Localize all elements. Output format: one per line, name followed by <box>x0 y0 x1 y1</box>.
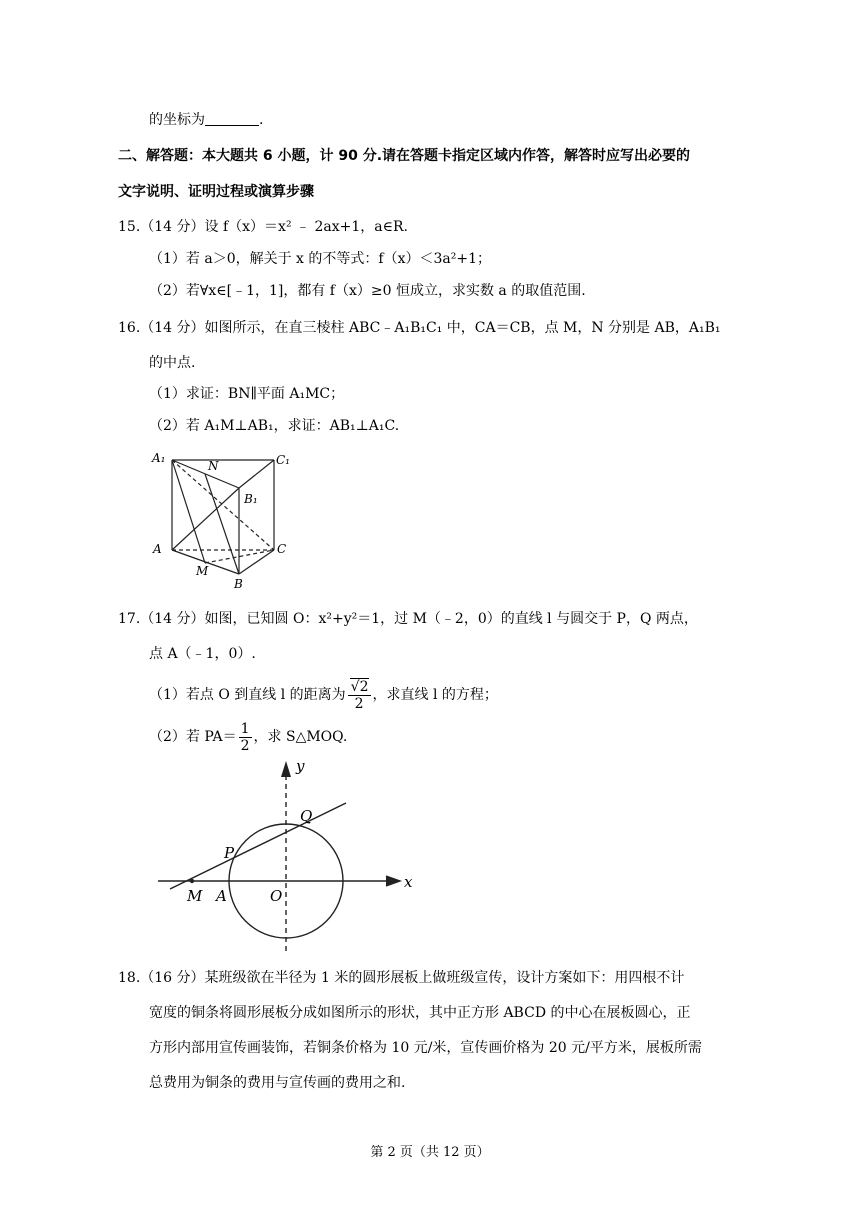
sqrt2-over-2 <box>348 679 371 712</box>
label-Q: Q <box>300 807 313 825</box>
q18-line4: 总费用为铜条的费用与宣传画的费用之和. <box>149 1075 406 1091</box>
answer-blank <box>205 111 259 126</box>
label-C: C <box>277 542 287 556</box>
label-M: M <box>196 564 209 578</box>
label-B: B <box>234 577 243 591</box>
frac-num: 1 <box>240 720 250 737</box>
label-C1: C₁ <box>276 453 290 467</box>
top-line-text: 的坐标为 <box>149 112 205 128</box>
label-B1: B₁ <box>244 492 258 506</box>
label-O: O <box>270 887 283 905</box>
label-M: M <box>187 887 203 905</box>
q15-header: 15.（14 分）设 f（x）＝x² ﹣ 2ax+1，a∈R. <box>118 219 408 235</box>
top-line-tail: . <box>259 112 264 128</box>
q17-part1-post: ，求直线 l 的方程； <box>372 687 498 703</box>
q17-line2: 点 A（﹣1，0）. <box>149 646 256 662</box>
label-A: A <box>216 887 227 905</box>
q16-line2: 的中点. <box>149 355 196 371</box>
circle-figure <box>150 755 420 955</box>
prism-figure <box>150 446 300 592</box>
section-heading-line2: 文字说明、证明过程或演算步骤 <box>118 184 314 200</box>
top-line <box>149 110 263 130</box>
label-P: P <box>224 844 235 862</box>
q15-part2: （2）若∀x∈[﹣1，1]，都有 f（x）≥0 恒成立，求实数 a 的取值范围. <box>149 283 586 299</box>
q17-line1: 17.（14 分）如图，已知圆 O：x²+y²＝1，过 M（﹣2，0）的直线 l 与圆交于 P，Q 两点， <box>118 611 698 627</box>
q17-part2-post: ，求 S△MOQ. <box>253 729 348 745</box>
label-x: x <box>404 873 413 891</box>
q18-line2: 宽度的铜条将圆形展板分成如图所示的形状，其中正方形 ABCD 的中心在展板圆心，正 <box>149 1005 691 1021</box>
section-heading-line1: 二、解答题：本大题共 6 小题，计 90 分.请在答题卡指定区域内作答，解答时应写出必要的 <box>118 148 691 164</box>
q17-part1 <box>149 677 498 713</box>
q15-part1: （1）若 a＞0，解关于 x 的不等式：f（x）＜3a²+1； <box>149 251 491 267</box>
q18-line3: 方形内部用宣传画装饰，若铜条价格为 10 元/米，宣传画价格为 20 元/平方米，展板所需 <box>149 1040 702 1056</box>
q16-line1: 16.（14 分）如图所示，在直三棱柱 ABC﹣A₁B₁C₁ 中，CA＝CB，点 M，N 分别是 AB，A₁B₁ <box>118 320 721 336</box>
q16-part1: （1）求证：BN∥平面 A₁MC； <box>149 386 345 402</box>
label-N: N <box>208 459 219 473</box>
label-y: y <box>296 757 305 775</box>
q18-line1: 18.（16 分）某班级欲在半径为 1 米的圆形展板上做班级宣传，设计方案如下：用四根不计 <box>118 970 685 986</box>
label-A1: A₁ <box>152 451 166 465</box>
page-footer: 第 2 页（共 12 页） <box>370 1145 490 1160</box>
one-half <box>239 721 252 754</box>
q16-part2: （2）若 A₁M⊥AB₁，求证：AB₁⊥A₁C. <box>149 418 400 434</box>
q17-part2-pre: （2）若 PA＝ <box>149 729 237 745</box>
q17-part2 <box>149 719 347 755</box>
frac-den: 2 <box>240 737 250 754</box>
frac-den: 2 <box>354 695 364 712</box>
frac-num: √2 <box>348 679 371 696</box>
label-A: A <box>153 542 162 556</box>
q17-part1-pre: （1）若点 O 到直线 l 的距离为 <box>149 687 346 703</box>
